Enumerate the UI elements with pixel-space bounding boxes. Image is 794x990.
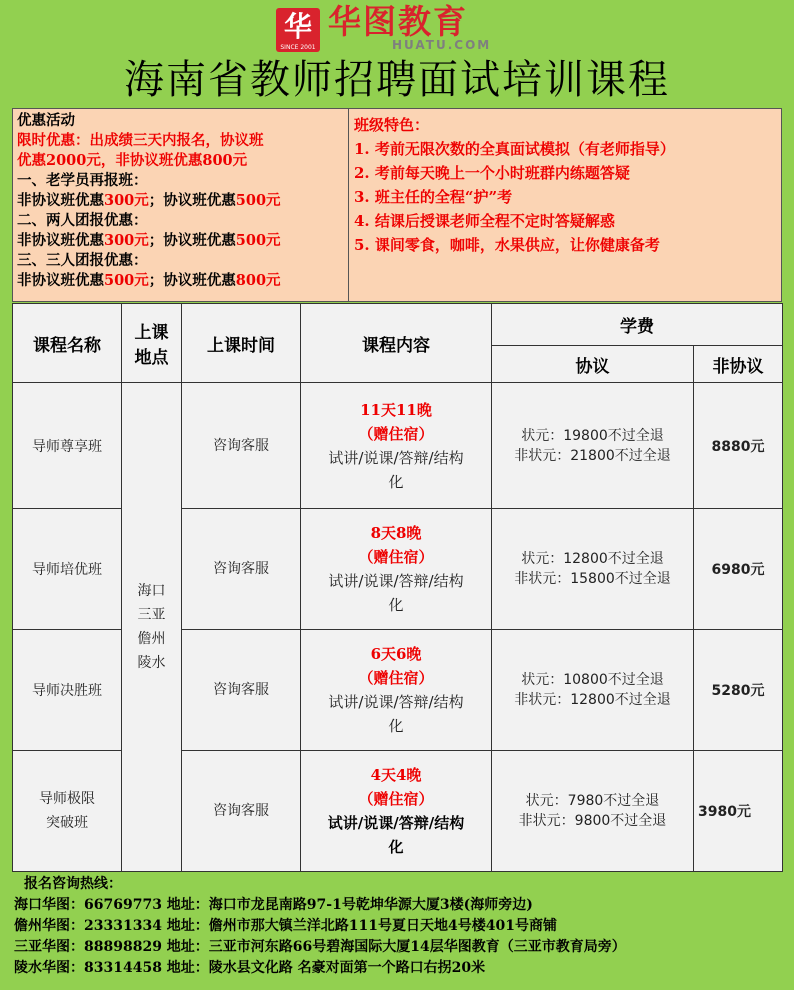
- location-line: 陵水: [137, 655, 166, 671]
- course-content: [301, 383, 492, 509]
- fee-protocol: [492, 630, 694, 751]
- fee-top-scorer: 状元：10800不过全退: [521, 672, 664, 688]
- fee-non-top-scorer: 非状元：21800不过全退: [514, 447, 671, 464]
- header-course-name: 课程名称: [13, 304, 122, 383]
- course-content: [301, 630, 492, 751]
- location-line: 三亚: [137, 607, 166, 623]
- fee-nonprotocol: 5280元: [694, 630, 783, 751]
- features-title: 班级特色：: [354, 116, 430, 134]
- fee-protocol: [492, 751, 694, 872]
- fee-top-scorer: 状元：12800不过全退: [521, 551, 664, 567]
- header-protocol: 协议: [492, 346, 694, 383]
- course-topics: 试讲/说课/答辩/结构: [327, 814, 465, 832]
- course-accommodation: （赠住宿）: [358, 424, 434, 443]
- course-content: [301, 751, 492, 872]
- logo-brand-cn: 华图教育: [328, 2, 468, 41]
- discount-label: 非协议班优惠: [17, 232, 104, 249]
- course-topics: 试讲/说课/答辩/结构: [328, 572, 464, 590]
- feature-item: 1. 考前无限次数的全真面试模拟（有老师指导）: [354, 140, 675, 158]
- header-fee: 学费: [492, 304, 783, 346]
- fee-non-top-scorer: 非状元：9800不过全退: [518, 813, 667, 829]
- fee-nonprotocol: 8880元: [694, 383, 783, 509]
- discount-value: 500元: [235, 192, 281, 209]
- fee-nonprotocol: 6980元: [694, 509, 783, 630]
- course-topics: 化: [388, 717, 404, 735]
- fee-top-scorer: 状元：7980不过全退: [525, 793, 660, 809]
- course-name: [13, 751, 122, 872]
- course-name: [13, 630, 122, 751]
- discount-value: 500元: [235, 232, 281, 249]
- course-accommodation: （赠住宿）: [358, 548, 434, 566]
- discount-label: 非协议班优惠: [17, 192, 104, 209]
- promotion-panel: [12, 108, 349, 302]
- course-accommodation: （赠住宿）: [358, 669, 434, 687]
- fee-top-scorer: 状元：19800不过全退: [521, 427, 664, 444]
- header-location-line: 上课: [134, 323, 169, 343]
- discount-value: 300元: [104, 192, 149, 209]
- course-name-line: 导师尊享班: [32, 438, 102, 455]
- course-topics: 化: [388, 838, 404, 856]
- group-3-heading: 三、三人团报优惠：: [17, 252, 148, 269]
- discount-value: 300元: [104, 232, 149, 249]
- page-header: [0, 0, 794, 108]
- table-row: [13, 383, 783, 509]
- course-time: 咨询客服: [182, 630, 301, 751]
- course-name-line: 导师决胜班: [32, 683, 102, 699]
- contact-line-sanya: 三亚华图：88898829 地址：三亚市河东路66号碧海国际大厦14层华图教育（三亚市教育局旁）: [14, 939, 626, 955]
- discount-label: ；协议班优惠: [148, 272, 236, 289]
- header-time: 上课时间: [182, 304, 301, 383]
- group-1-heading: 一、老学员再报班：: [17, 172, 148, 189]
- course-name: [13, 509, 122, 630]
- course-duration: 6天6晚: [370, 645, 422, 663]
- promotion-title: 优惠活动: [17, 112, 75, 129]
- course-topics: 试讲/说课/答辩/结构: [328, 448, 464, 467]
- discount-value: 500元: [104, 272, 149, 289]
- discount-label: ；协议班优惠: [148, 192, 236, 209]
- feature-item: 2. 考前每天晚上一个小时班群内练题答疑: [354, 164, 630, 182]
- logo-brand-en: HUATU.COM: [392, 38, 492, 52]
- course-table: [12, 303, 783, 872]
- contact-title: 报名咨询热线：: [24, 876, 122, 892]
- group-3-discount: [17, 271, 344, 291]
- header-content: 课程内容: [301, 304, 492, 383]
- location-line: 儋州: [137, 631, 166, 647]
- group-2-heading: 二、两人团报优惠：: [17, 212, 148, 229]
- discount-label: ；协议班优惠: [148, 232, 236, 249]
- page-title: 海南省教师招聘面试培训课程: [124, 57, 670, 103]
- feature-item: 4. 结课后授课老师全程不定时答疑解惑: [354, 212, 615, 230]
- course-accommodation: （赠住宿）: [358, 790, 434, 808]
- course-name: [13, 383, 122, 509]
- huatu-logo-icon: [276, 8, 320, 52]
- course-duration: 11天11晚: [360, 400, 432, 419]
- fee-protocol: [492, 509, 694, 630]
- course-topics: 试讲/说课/答辩/结构: [328, 693, 464, 711]
- course-location: [122, 383, 182, 872]
- course-name-line: 导师极限: [39, 791, 95, 807]
- limited-offer-line-1: 限时优惠：出成绩三天内报名，协议班: [17, 132, 264, 149]
- fee-non-top-scorer: 非状元：15800不过全退: [514, 571, 671, 587]
- course-duration: 8天8晚: [370, 524, 422, 542]
- header-location-line: 地点: [134, 348, 169, 368]
- contact-line-haikou: 海口华图：66769773 地址：海口市龙昆南路97-1号乾坤华源大厦3楼(海师旁边): [14, 897, 533, 913]
- course-name-line: 导师培优班: [32, 562, 102, 578]
- feature-item: 3. 班主任的全程“护”考: [354, 188, 513, 206]
- fee-protocol: [492, 383, 694, 509]
- fee-nonprotocol: 3980元: [694, 751, 783, 872]
- group-1-discount: [17, 191, 344, 211]
- group-2-discount: [17, 231, 344, 251]
- course-time: 咨询客服: [182, 509, 301, 630]
- header-location: [122, 304, 182, 383]
- contact-line-lingshui: 陵水华图：83314458 地址：陵水县文化路 名豪对面第一个路口右拐20米: [14, 960, 486, 976]
- feature-item: 5. 课间零食，咖啡，水果供应，让你健康备考: [354, 236, 660, 254]
- contact-line-danzhou: 儋州华图：23331334 地址：儋州市那大镇兰洋北路111号夏日天地4号楼401号商铺: [14, 918, 557, 934]
- logo-since: SINCE 2001: [280, 44, 316, 51]
- course-name-line: 突破班: [46, 815, 88, 831]
- course-time: 咨询客服: [182, 751, 301, 872]
- course-topics: 化: [388, 472, 404, 491]
- class-features-panel: [349, 108, 782, 302]
- contact-section: [14, 874, 784, 979]
- course-topics: 化: [388, 596, 404, 614]
- course-time: 咨询客服: [182, 383, 301, 509]
- discount-value: 800元: [235, 272, 281, 289]
- header-nonprotocol: 非协议: [694, 346, 783, 383]
- fee-non-top-scorer: 非状元：12800不过全退: [514, 692, 671, 708]
- location-line: 海口: [137, 583, 166, 599]
- logo-mark: 华: [283, 10, 312, 43]
- discount-label: 非协议班优惠: [17, 272, 104, 289]
- limited-offer-line-2: 优惠2000元，非协议班优惠800元: [17, 152, 248, 169]
- course-content: [301, 509, 492, 630]
- course-duration: 4天4晚: [370, 766, 422, 784]
